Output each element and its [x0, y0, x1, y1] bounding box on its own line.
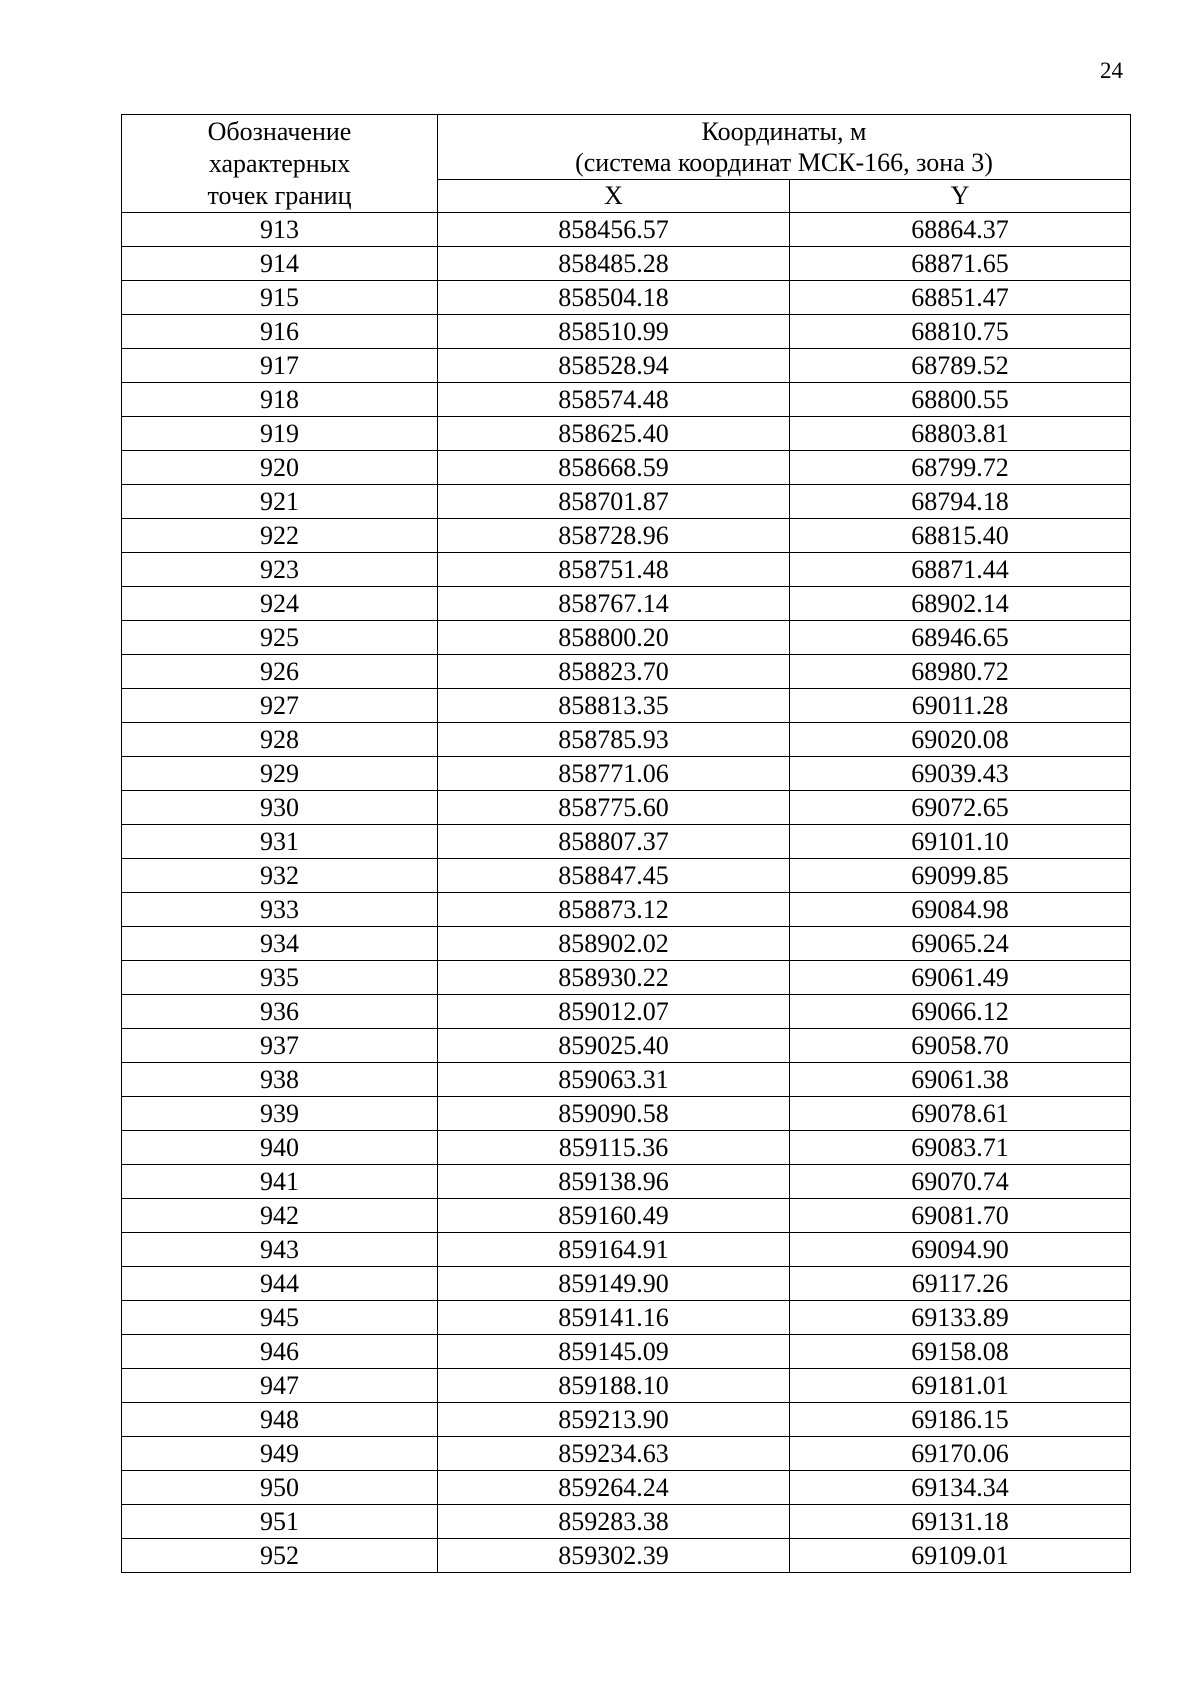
point-designation-header [122, 115, 438, 213]
x-cell: 858771.06 [438, 757, 790, 791]
x-cell: 859141.16 [438, 1301, 790, 1335]
x-cell: 859234.63 [438, 1437, 790, 1471]
y-cell: 68799.72 [790, 451, 1131, 485]
point-cell: 950 [122, 1471, 438, 1505]
x-cell: 858504.18 [438, 281, 790, 315]
y-cell: 69070.74 [790, 1165, 1131, 1199]
y-cell: 69083.71 [790, 1131, 1131, 1165]
table-row [122, 1471, 1131, 1505]
table-row [122, 1097, 1131, 1131]
x-cell: 859012.07 [438, 995, 790, 1029]
y-cell: 69066.12 [790, 995, 1131, 1029]
x-cell: 858807.37 [438, 825, 790, 859]
point-cell: 952 [122, 1539, 438, 1573]
x-cell: 859213.90 [438, 1403, 790, 1437]
point-cell: 931 [122, 825, 438, 859]
coords-header-line: (система координат МСК-166, зона 3) [575, 148, 993, 177]
table-row [122, 723, 1131, 757]
x-cell: 859188.10 [438, 1369, 790, 1403]
table-row [122, 893, 1131, 927]
x-cell: 858625.40 [438, 417, 790, 451]
y-cell: 69158.08 [790, 1335, 1131, 1369]
table-row [122, 1301, 1131, 1335]
y-cell: 69099.85 [790, 859, 1131, 893]
table-row [122, 281, 1131, 315]
point-cell: 947 [122, 1369, 438, 1403]
table-row [122, 1063, 1131, 1097]
x-cell: 858873.12 [438, 893, 790, 927]
point-cell: 924 [122, 587, 438, 621]
table-row [122, 757, 1131, 791]
y-column-header: Y [790, 180, 1131, 213]
point-cell: 937 [122, 1029, 438, 1063]
x-cell: 858930.22 [438, 961, 790, 995]
point-cell: 938 [122, 1063, 438, 1097]
point-cell: 946 [122, 1335, 438, 1369]
x-cell: 858902.02 [438, 927, 790, 961]
y-cell: 68871.65 [790, 247, 1131, 281]
x-cell: 858847.45 [438, 859, 790, 893]
table-body [122, 213, 1131, 1573]
x-cell: 858574.48 [438, 383, 790, 417]
y-cell: 68902.14 [790, 587, 1131, 621]
x-cell: 859283.38 [438, 1505, 790, 1539]
x-cell: 858813.35 [438, 689, 790, 723]
y-cell: 68864.37 [790, 213, 1131, 247]
table-row [122, 1267, 1131, 1301]
y-cell: 69011.28 [790, 689, 1131, 723]
y-cell: 69109.01 [790, 1539, 1131, 1573]
y-cell: 69117.26 [790, 1267, 1131, 1301]
y-cell: 68800.55 [790, 383, 1131, 417]
x-cell: 858767.14 [438, 587, 790, 621]
x-cell: 858456.57 [438, 213, 790, 247]
y-cell: 69101.10 [790, 825, 1131, 859]
point-cell: 919 [122, 417, 438, 451]
table-row [122, 655, 1131, 689]
y-cell: 69058.70 [790, 1029, 1131, 1063]
y-cell: 69084.98 [790, 893, 1131, 927]
point-cell: 930 [122, 791, 438, 825]
x-cell: 859025.40 [438, 1029, 790, 1063]
x-cell: 858823.70 [438, 655, 790, 689]
y-cell: 69078.61 [790, 1097, 1131, 1131]
table-row [122, 1369, 1131, 1403]
y-cell: 69186.15 [790, 1403, 1131, 1437]
x-cell: 858775.60 [438, 791, 790, 825]
y-cell: 69039.43 [790, 757, 1131, 791]
table-row [122, 1437, 1131, 1471]
point-cell: 917 [122, 349, 438, 383]
y-cell: 69065.24 [790, 927, 1131, 961]
point-cell: 933 [122, 893, 438, 927]
y-cell: 68815.40 [790, 519, 1131, 553]
y-cell: 68794.18 [790, 485, 1131, 519]
point-cell: 923 [122, 553, 438, 587]
table-row [122, 995, 1131, 1029]
table-row [122, 1233, 1131, 1267]
table-row [122, 1131, 1131, 1165]
y-cell: 68851.47 [790, 281, 1131, 315]
table-row [122, 417, 1131, 451]
point-cell: 929 [122, 757, 438, 791]
table-row [122, 315, 1131, 349]
table-row [122, 383, 1131, 417]
point-cell: 949 [122, 1437, 438, 1471]
x-cell: 859160.49 [438, 1199, 790, 1233]
y-cell: 68810.75 [790, 315, 1131, 349]
y-cell: 68789.52 [790, 349, 1131, 383]
x-cell: 858485.28 [438, 247, 790, 281]
y-cell: 69170.06 [790, 1437, 1131, 1471]
point-cell: 922 [122, 519, 438, 553]
table-row [122, 1165, 1131, 1199]
table-row [122, 485, 1131, 519]
point-cell: 914 [122, 247, 438, 281]
x-cell: 859264.24 [438, 1471, 790, 1505]
y-cell: 68980.72 [790, 655, 1131, 689]
table-row [122, 621, 1131, 655]
x-cell: 858701.87 [438, 485, 790, 519]
point-cell: 936 [122, 995, 438, 1029]
x-column-header: X [438, 180, 790, 213]
point-cell: 943 [122, 1233, 438, 1267]
point-cell: 915 [122, 281, 438, 315]
point-cell: 927 [122, 689, 438, 723]
point-cell: 935 [122, 961, 438, 995]
table-row [122, 1505, 1131, 1539]
point-cell: 913 [122, 213, 438, 247]
x-cell: 858510.99 [438, 315, 790, 349]
x-cell: 859090.58 [438, 1097, 790, 1131]
x-cell: 859138.96 [438, 1165, 790, 1199]
x-cell: 859145.09 [438, 1335, 790, 1369]
point-header-line: характерных [208, 148, 351, 178]
point-cell: 926 [122, 655, 438, 689]
y-cell: 69020.08 [790, 723, 1131, 757]
x-cell: 858528.94 [438, 349, 790, 383]
table-row [122, 927, 1131, 961]
table-row [122, 213, 1131, 247]
table-row [122, 1029, 1131, 1063]
table-row [122, 553, 1131, 587]
x-cell: 859302.39 [438, 1539, 790, 1573]
table-row [122, 1335, 1131, 1369]
point-cell: 944 [122, 1267, 438, 1301]
table-row [122, 1199, 1131, 1233]
x-cell: 859149.90 [438, 1267, 790, 1301]
point-cell: 928 [122, 723, 438, 757]
x-cell: 858785.93 [438, 723, 790, 757]
point-cell: 925 [122, 621, 438, 655]
x-cell: 858751.48 [438, 553, 790, 587]
x-cell: 859115.36 [438, 1131, 790, 1165]
y-cell: 69131.18 [790, 1505, 1131, 1539]
point-header-line: Обозначение [207, 116, 352, 146]
y-cell: 69134.34 [790, 1471, 1131, 1505]
point-cell: 921 [122, 485, 438, 519]
table-row [122, 247, 1131, 281]
x-cell: 858728.96 [438, 519, 790, 553]
table-row [122, 587, 1131, 621]
point-cell: 945 [122, 1301, 438, 1335]
page-number: 24 [1100, 58, 1123, 83]
point-header-line: точек границ [207, 180, 352, 210]
point-cell: 951 [122, 1505, 438, 1539]
point-cell: 934 [122, 927, 438, 961]
y-cell: 69061.38 [790, 1063, 1131, 1097]
coordinates-table [121, 114, 1131, 1573]
y-cell: 69181.01 [790, 1369, 1131, 1403]
y-cell: 68871.44 [790, 553, 1131, 587]
x-cell: 858800.20 [438, 621, 790, 655]
y-cell: 68803.81 [790, 417, 1131, 451]
table-row [122, 1539, 1131, 1573]
point-cell: 948 [122, 1403, 438, 1437]
point-cell: 941 [122, 1165, 438, 1199]
y-cell: 68946.65 [790, 621, 1131, 655]
point-cell: 918 [122, 383, 438, 417]
y-cell: 69133.89 [790, 1301, 1131, 1335]
y-cell: 69094.90 [790, 1233, 1131, 1267]
table-header [122, 115, 1131, 213]
point-cell: 932 [122, 859, 438, 893]
table-row [122, 349, 1131, 383]
point-cell: 942 [122, 1199, 438, 1233]
table-row [122, 451, 1131, 485]
coordinates-header [438, 115, 1131, 180]
point-cell: 940 [122, 1131, 438, 1165]
y-cell: 69081.70 [790, 1199, 1131, 1233]
point-cell: 920 [122, 451, 438, 485]
table-row [122, 1403, 1131, 1437]
x-cell: 859063.31 [438, 1063, 790, 1097]
x-cell: 858668.59 [438, 451, 790, 485]
coords-header-line: Координаты, м [701, 117, 867, 146]
table-row [122, 825, 1131, 859]
x-cell: 859164.91 [438, 1233, 790, 1267]
table-row [122, 791, 1131, 825]
y-cell: 69072.65 [790, 791, 1131, 825]
point-cell: 939 [122, 1097, 438, 1131]
y-cell: 69061.49 [790, 961, 1131, 995]
table-row [122, 859, 1131, 893]
table-row [122, 519, 1131, 553]
point-cell: 916 [122, 315, 438, 349]
table-row [122, 689, 1131, 723]
table-row [122, 961, 1131, 995]
